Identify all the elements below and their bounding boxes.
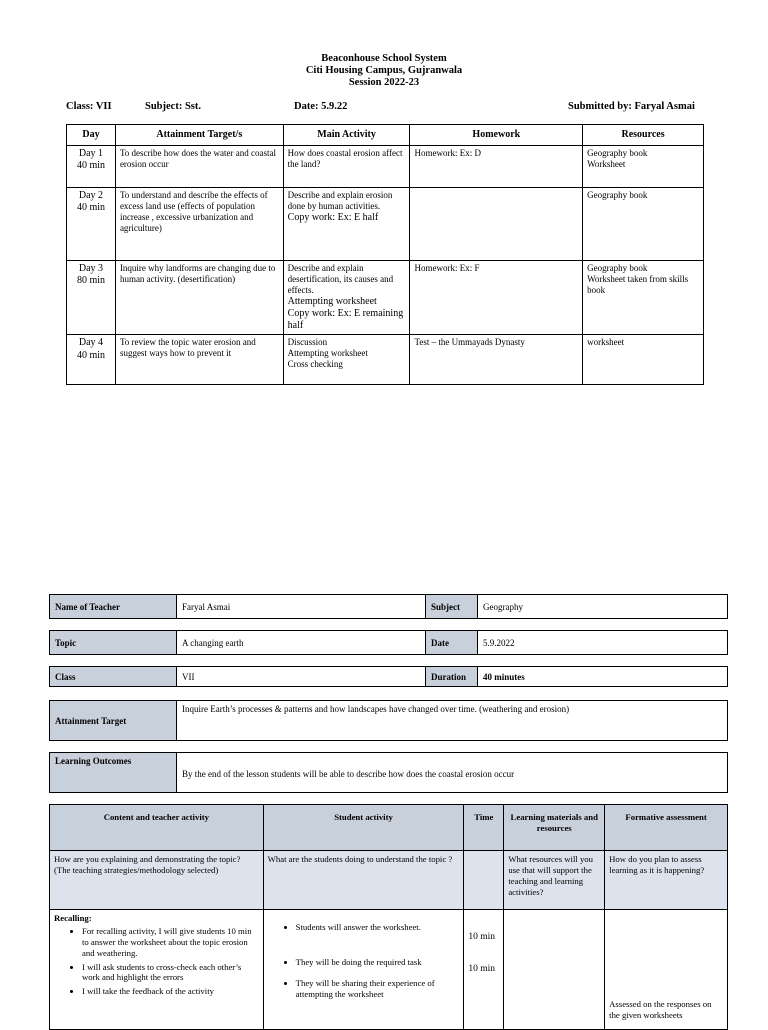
- activity-line: Cross checking: [287, 359, 343, 370]
- date-value: 5.9.2022: [478, 631, 728, 655]
- list-item: • They will be doing the required task: [296, 957, 460, 968]
- prompt-cell: What resources will you use that will support the teaching and learning activities?: [504, 851, 605, 910]
- activity-line: Copy work: Ex: E half: [287, 211, 379, 223]
- col-assessment: Formative assessment: [605, 805, 728, 851]
- date-field-label: Date: [426, 631, 478, 655]
- date-label: Date: 5.9.22: [294, 101, 348, 112]
- activity-line: Describe and explain desertification, its causes and effects.: [287, 263, 394, 295]
- learning-outcomes-label: Learning Outcomes: [50, 753, 177, 793]
- resource-line: Geography book: [587, 263, 648, 273]
- topic-row: [49, 630, 728, 655]
- col-target: Attainment Target/s: [115, 125, 283, 146]
- time-value: 10 min: [468, 963, 495, 974]
- list-item: • I will ask students to cross-check each other’s work and highlight the errors: [82, 962, 259, 984]
- activity-cell: [283, 146, 410, 188]
- submitted-by: Submitted by: Faryal Asmai: [568, 101, 695, 112]
- activity-line: Attempting worksheet: [287, 295, 377, 307]
- topic-label: Topic: [50, 631, 177, 655]
- day-name: Day 3: [78, 263, 104, 274]
- table-row: [67, 335, 704, 385]
- prompt-row: [50, 851, 728, 910]
- resource-line: Worksheet taken from skills book: [587, 273, 689, 295]
- subject-label: Subject: Sst.: [145, 101, 202, 112]
- materials-cell: [504, 910, 605, 1030]
- class-row: [49, 666, 728, 687]
- teacher-row: [49, 594, 728, 619]
- day-duration: 40 min: [76, 349, 105, 361]
- student-activity-cell: [263, 910, 464, 1030]
- activity-line: Discussion: [287, 337, 328, 348]
- resources-cell: [583, 146, 704, 188]
- day-duration: 40 min: [76, 160, 105, 172]
- activity-cell: [283, 261, 410, 335]
- table-row: [67, 188, 704, 261]
- time-value: 10 min: [468, 932, 495, 942]
- session-label: Session 2022-23: [348, 77, 420, 88]
- activity-line: Attempting worksheet: [287, 348, 368, 359]
- prompt-cell: How do you plan to assess learning as it is happening?: [605, 851, 728, 910]
- subject-value: Geography: [478, 595, 728, 619]
- recall-title: Recalling:: [54, 913, 92, 923]
- attainment-target-value: Inquire Earth’s processes & patterns and how landscapes have changed over time. (weathering and erosion): [177, 701, 728, 741]
- day-duration: 40 min: [76, 202, 105, 214]
- teacher-activity-list: [54, 926, 259, 997]
- school-name: Beaconhouse School System: [321, 53, 447, 64]
- col-materials: Learning materials and resources: [504, 805, 605, 851]
- teacher-label: Name of Teacher: [50, 595, 177, 619]
- campus-name: Citi Housing Campus, Gujranwala: [305, 65, 463, 76]
- col-student: Student activity: [263, 805, 464, 851]
- target-cell: Inquire why landforms are changing due to human activity. (desertification): [115, 261, 283, 335]
- day-cell: [67, 146, 116, 188]
- resources-cell: [583, 261, 704, 335]
- prompt-cell: [464, 851, 504, 910]
- col-day: Day: [67, 125, 116, 146]
- col-time: Time: [464, 805, 504, 851]
- recall-row: [50, 910, 728, 1030]
- col-activity: Main Activity: [283, 125, 410, 146]
- activity-cell: [283, 188, 410, 261]
- target-cell: To describe how does the water and coastal erosion occur: [115, 146, 283, 188]
- class-field-label: Class: [50, 667, 177, 687]
- day-duration: 80 min: [76, 275, 105, 287]
- table-row: [67, 261, 704, 335]
- resources-cell: [583, 335, 704, 385]
- day-cell: [67, 188, 116, 261]
- day-name: Day 4: [78, 337, 104, 349]
- col-resources: Resources: [583, 125, 704, 146]
- resource-line: Geography book: [587, 190, 648, 200]
- student-activity-list: [268, 922, 460, 1000]
- list-item: • For recalling activity, I will give students 10 min to answer the worksheet about the topic erosion and weathering.: [82, 926, 259, 959]
- class-label: Class: VII: [66, 101, 112, 112]
- subject-field-label: Subject: [426, 595, 478, 619]
- col-homework: Homework: [410, 125, 583, 146]
- list-item: • Students will answer the worksheet.: [296, 922, 460, 933]
- col-content: Content and teacher activity: [50, 805, 264, 851]
- day-name: Day 2: [78, 190, 104, 201]
- homework-cell: Homework: Ex: D: [410, 146, 583, 188]
- teacher-value: Faryal Asmai: [177, 595, 426, 619]
- target-cell: To review the topic water erosion and suggest ways how to prevent it: [115, 335, 283, 385]
- prompt-cell: What are the students doing to understand the topic ?: [263, 851, 464, 910]
- weekly-header-row: [67, 125, 704, 146]
- activities-header-row: [50, 805, 728, 851]
- day-name: Day 1: [78, 148, 104, 159]
- learning-outcomes-value: By the end of the lesson students will be able to describe how does the coastal erosion occur: [177, 753, 728, 793]
- list-item: • I will take the feedback of the activity: [82, 986, 259, 997]
- class-value: VII: [177, 667, 426, 687]
- day-cell: [67, 261, 116, 335]
- homework-cell: [410, 188, 583, 261]
- activity-line: Describe and explain erosion done by human activities.: [287, 190, 393, 211]
- weekly-plan-table: [66, 124, 704, 385]
- duration-label: Duration: [426, 667, 478, 687]
- table-row: [67, 146, 704, 188]
- resource-line: worksheet: [587, 337, 625, 348]
- time-cell: [464, 910, 504, 1030]
- resource-line: Geography book: [587, 148, 648, 158]
- activity-cell: [283, 335, 410, 385]
- recall-title-text: Recalling: [54, 913, 89, 923]
- resource-line: Worksheet: [587, 158, 626, 169]
- activity-line: Copy work: Ex: E remaining half: [287, 308, 404, 332]
- day-cell: [67, 335, 116, 385]
- assessment-cell: Assessed on the responses on the given worksheets: [605, 910, 728, 1030]
- duration-value: 40 minutes: [478, 667, 728, 687]
- teacher-activity-cell: [50, 910, 264, 1030]
- prompt-cell: How are you explaining and demonstrating the topic? (The teaching strategies/methodology selected): [50, 851, 264, 910]
- target-cell: To understand and describe the effects of excess land use (effects of population increase , excessive urbanization and agriculture): [115, 188, 283, 261]
- outcomes-row: [49, 752, 728, 793]
- list-item: • They will be sharing their experience of attempting the worksheet: [296, 978, 460, 1000]
- activity-line: How does coastal erosion affect the land?: [287, 148, 403, 169]
- target-row: [49, 700, 728, 741]
- resources-cell: [583, 188, 704, 261]
- activities-table: [49, 804, 728, 1030]
- homework-cell: Test – the Ummayads Dynasty: [410, 335, 583, 385]
- topic-value: A changing earth: [177, 631, 426, 655]
- homework-cell: Homework: Ex: F: [410, 261, 583, 335]
- attainment-target-label: Attainment Target: [50, 701, 177, 741]
